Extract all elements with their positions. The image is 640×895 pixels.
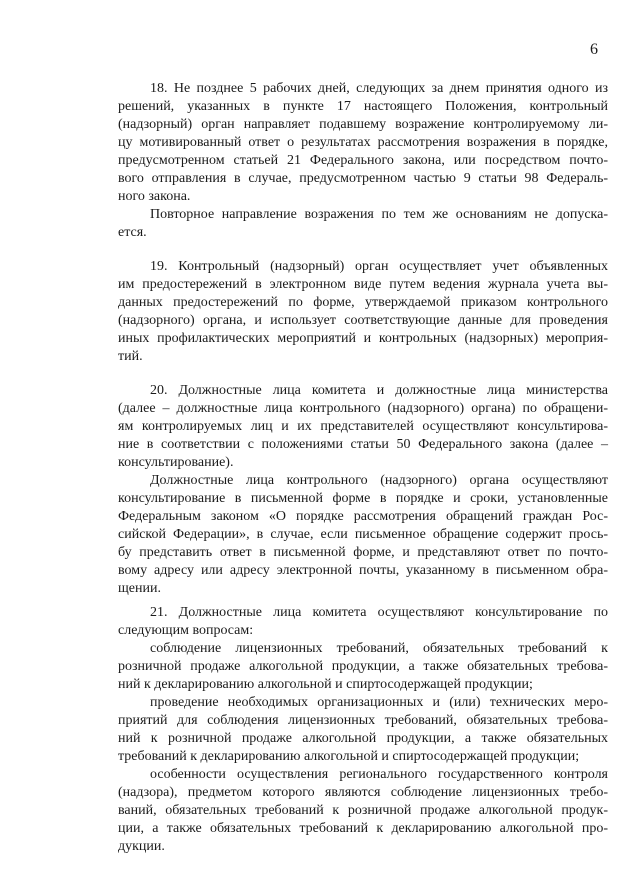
text-line: ваний, обязательных требований к розничной продаже алкогольной продук- bbox=[118, 803, 608, 818]
text-line: ции, а также обязательных требований к декларированию алкогольной про- bbox=[118, 821, 608, 836]
text-line: им предостережений в электронном виде путем ведения журнала учета вы- bbox=[118, 277, 608, 292]
text-line: соблюдение лицензионных требований, обязательных требований к bbox=[150, 641, 608, 656]
text-line: щении. bbox=[118, 581, 161, 596]
text-line: ний к декларированию алкогольной и спиртосодержащей продукции; bbox=[118, 677, 533, 692]
text-line: особенности осуществления регионального государственного контроля bbox=[150, 767, 608, 782]
text-line: розничной продаже алкогольной продукции, а также обязательных требова- bbox=[118, 659, 608, 674]
text-line: сийской Федерации», в случае, если письменное обращение содержит прось- bbox=[118, 527, 608, 542]
text-line: консультирование в письменной форме в порядке и сроки, установленные bbox=[118, 491, 608, 506]
text-line: вого отправления в случае, предусмотренном частью 9 статьи 98 Федераль- bbox=[118, 171, 608, 186]
page-number: 6 bbox=[590, 41, 598, 58]
text-line: проведение необходимых организационных и (или) технических меро- bbox=[150, 695, 608, 710]
text-line: следующим вопросам: bbox=[118, 623, 254, 638]
text-line: (надзорного) органа, и использует соответствующие данные для проведения bbox=[118, 313, 608, 328]
text-line: (далее – должностные лица контрольного (надзорного) органа) по обращени- bbox=[118, 401, 608, 416]
text-line: ние в соответствии с положениями статьи 50 Федерального закона (далее – bbox=[118, 437, 608, 452]
text-line: Повторное направление возражения по тем же основаниям не допуска- bbox=[150, 207, 608, 222]
text-line: ний к розничной продаже алкогольной продукции, а также обязательных bbox=[118, 731, 608, 746]
text-line: 21. Должностные лица комитета осуществляют консультирование по bbox=[150, 605, 608, 620]
text-line: иных профилактических мероприятий и контрольных (надзорных) мероприя- bbox=[118, 331, 608, 346]
text-line: тий. bbox=[118, 349, 143, 364]
text-line: (надзорный) орган направляет подавшему возражение контролируемому ли- bbox=[118, 117, 608, 132]
text-line: консультирование). bbox=[118, 455, 234, 470]
text-line: предусмотренном статьей 21 Федерального закона, или посредством почто- bbox=[118, 153, 608, 168]
text-line: требований к декларированию алкогольной и спиртосодержащей продукции; bbox=[118, 749, 580, 764]
text-line: вому адресу или адресу электронной почты, указанному в письменном обра- bbox=[118, 563, 608, 578]
text-line: приятий для соблюдения лицензионных требований, обязательных требова- bbox=[118, 713, 608, 728]
text-line: Должностные лица контрольного (надзорного) органа осуществляют bbox=[150, 473, 608, 488]
text-line: бу представить ответ в письменной форме, и представляют ответ по почто- bbox=[118, 545, 608, 560]
text-line: 20. Должностные лица комитета и должностные лица министерства bbox=[150, 383, 608, 398]
text-line: решений, указанных в пункте 17 настоящего Положения, контрольный bbox=[118, 99, 608, 114]
text-line: (надзора), предметом которого являются соблюдение лицензионных требо- bbox=[118, 785, 608, 800]
text-line: 18. Не позднее 5 рабочих дней, следующих за днем принятия одного из bbox=[150, 81, 608, 96]
text-line: Федеральным законом «О порядке рассмотрения обращений граждан Рос- bbox=[118, 509, 608, 524]
text-line: цу мотивированный ответ о результатах рассмотрения возражения в порядке, bbox=[118, 135, 608, 150]
text-line: ного закона. bbox=[118, 189, 191, 204]
text-line: ется. bbox=[118, 225, 147, 240]
text-line: 19. Контрольный (надзорный) орган осуществляет учет объявленных bbox=[150, 259, 608, 274]
text-line: дукции. bbox=[118, 839, 165, 854]
text-line: данных предостережений по форме, утверждаемой приказом контрольного bbox=[118, 295, 608, 310]
text-line: ям контролируемых лиц и их представителей осуществляют консультирова- bbox=[118, 419, 608, 434]
